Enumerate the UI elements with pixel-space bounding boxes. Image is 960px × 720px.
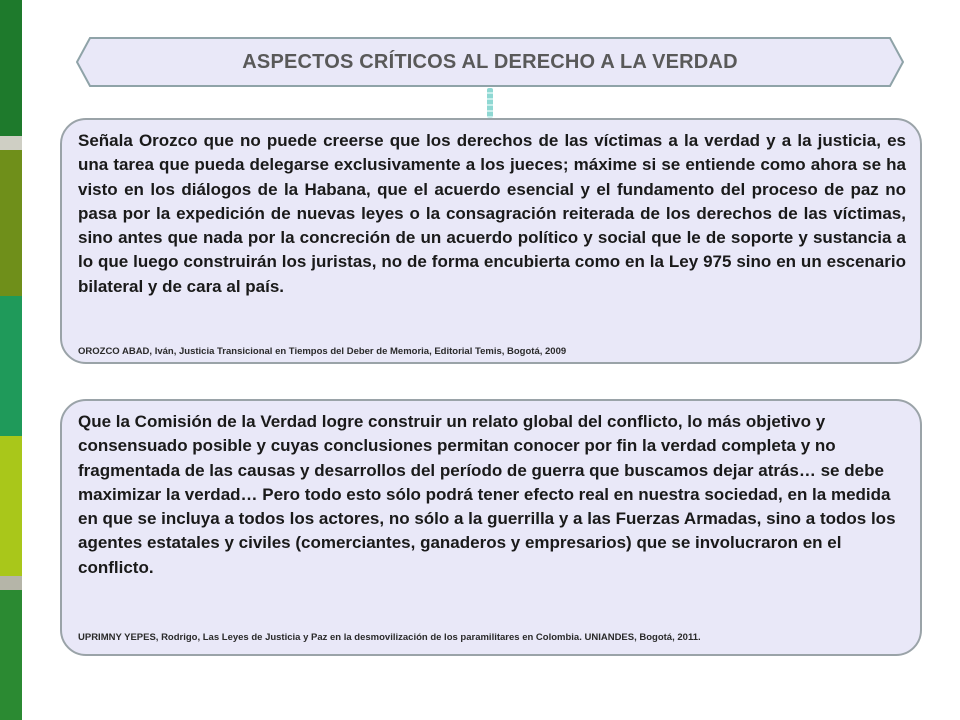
quote-citation: UPRIMNY YEPES, Rodrigo, Las Leyes de Justicia y Paz en la desmovilización de los paramilitares en Colombia. UNIANDES, Bogotá, 2011. <box>78 632 701 643</box>
side-band-lime <box>0 436 22 576</box>
side-band-gray-stripe-lower <box>0 576 22 590</box>
quote-text: Que la Comisión de la Verdad logre construir un relato global del conflicto, lo más objetivo y consensuado posible y cuyas conclusiones permitan conocer por fin la verdad completa y no fragmentada de las causas y desarrollos del período de guerra que buscamos dejar atrás… se debe maximizar la verdad… Pero todo esto sólo podrá tener efecto real en nuestra sociedad, en la medida en que se incluya a todos los actores, no sólo a la guerrilla y a las Fuerzas Armadas, sino a todos los agentes estatales y civiles (comerciantes, ganaderos y empresarios) que se involucraron en el conflicto. <box>78 412 896 577</box>
connector-line <box>487 88 493 118</box>
quote-citation: OROZCO ABAD, Iván, Justicia Transicional en Tiempos del Deber de Memoria, Editorial Temis, Bogotá, 2009 <box>78 346 567 357</box>
side-band-dark-green-bottom <box>0 590 22 720</box>
side-band-teal-green <box>0 296 22 436</box>
side-band-gray-stripe <box>0 136 22 150</box>
page-title: ASPECTOS CRÍTICOS AL DERECHO A LA VERDAD <box>242 50 738 73</box>
quote-card-orozco <box>60 118 922 364</box>
title-banner <box>76 37 904 87</box>
quote-text: Señala Orozco que no puede creerse que los derechos de las víctimas a la verdad y a la justicia, es una tarea que pueda delegarse exclusivamente a los jueces; máxime si se entiende como ahora se ha visto en los diálogos de la Habana, que el acuerdo esencial y el fundamento del proceso de paz no pasa por la expedición de nuevas leyes o la consagración reiterada de los derechos de las víctimas, sino antes que nada por la concreción de un acuerdo político y social que le de soporte y sustancia a lo que luego construirán los juristas, no de forma encubierta como en la Ley 975 sino en un escenario bilateral y de cara al país. <box>78 131 906 296</box>
quote-card-uprimny <box>60 399 922 656</box>
side-band-olive <box>0 150 22 296</box>
side-band-dark-green-top <box>0 0 22 136</box>
